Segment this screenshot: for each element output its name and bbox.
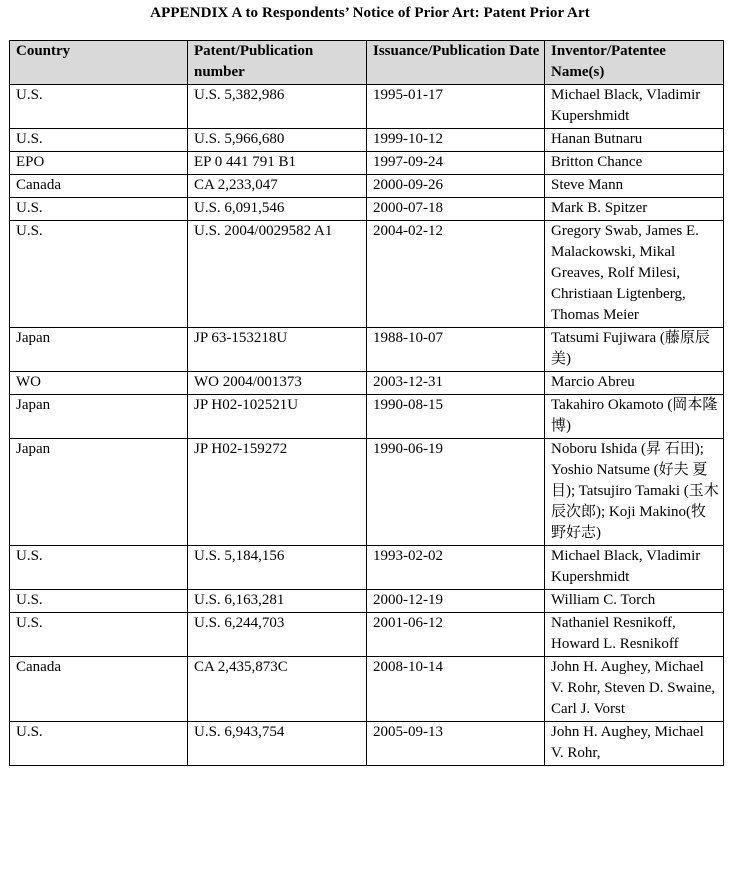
- cell-country: U.S.: [10, 221, 188, 328]
- cell-country: EPO: [10, 152, 188, 175]
- cell-date: 1990-08-15: [367, 395, 545, 439]
- cell-date: 2005-09-13: [367, 722, 545, 766]
- table-row: [10, 328, 724, 372]
- table-row: [10, 372, 724, 395]
- cell-patent-number: U.S. 6,244,703: [188, 613, 367, 657]
- cell-country: Canada: [10, 175, 188, 198]
- table-row: [10, 613, 724, 657]
- cell-country: Japan: [10, 328, 188, 372]
- cell-patent-number: U.S. 5,184,156: [188, 546, 367, 590]
- header-patent-number: Patent/Publication number: [188, 41, 367, 85]
- cell-patent-number: U.S. 6,943,754: [188, 722, 367, 766]
- cell-patent-number: JP H02-159272: [188, 439, 367, 546]
- cell-patent-number: CA 2,435,873C: [188, 657, 367, 722]
- cell-inventor: Steve Mann: [545, 175, 724, 198]
- cell-date: 1997-09-24: [367, 152, 545, 175]
- cell-date: 1999-10-12: [367, 129, 545, 152]
- cell-patent-number: U.S. 6,163,281: [188, 590, 367, 613]
- cell-patent-number: WO 2004/001373: [188, 372, 367, 395]
- table-row: [10, 546, 724, 590]
- table-row: [10, 175, 724, 198]
- table-body: [10, 85, 724, 766]
- table-row: [10, 152, 724, 175]
- cell-inventor: William C. Torch: [545, 590, 724, 613]
- cell-country: Japan: [10, 395, 188, 439]
- cell-patent-number: U.S. 2004/0029582 A1: [188, 221, 367, 328]
- cell-inventor: Michael Black, Vladimir Kupershmidt: [545, 85, 724, 129]
- table-row: [10, 395, 724, 439]
- cell-inventor: Michael Black, Vladimir Kupershmidt: [545, 546, 724, 590]
- cell-patent-number: EP 0 441 791 B1: [188, 152, 367, 175]
- cell-inventor: Noboru Ishida (昇 石田); Yoshio Natsume (好夫 夏目); Tatsujiro Tamaki (玉木辰次郎); Koji Makino(牧野好志): [545, 439, 724, 546]
- cell-country: U.S.: [10, 722, 188, 766]
- cell-inventor: John H. Aughey, Michael V. Rohr, Steven D. Swaine, Carl J. Vorst: [545, 657, 724, 722]
- cell-country: WO: [10, 372, 188, 395]
- cell-country: Japan: [10, 439, 188, 546]
- cell-inventor: Nathaniel Resnikoff, Howard L. Resnikoff: [545, 613, 724, 657]
- cell-date: 2008-10-14: [367, 657, 545, 722]
- cell-date: 1995-01-17: [367, 85, 545, 129]
- cell-inventor: Britton Chance: [545, 152, 724, 175]
- cell-date: 1988-10-07: [367, 328, 545, 372]
- cell-inventor: Marcio Abreu: [545, 372, 724, 395]
- header-row: [10, 41, 724, 85]
- cell-country: U.S.: [10, 129, 188, 152]
- cell-date: 1993-02-02: [367, 546, 545, 590]
- cell-date: 2001-06-12: [367, 613, 545, 657]
- cell-date: 2000-07-18: [367, 198, 545, 221]
- table-row: [10, 221, 724, 328]
- cell-inventor: John H. Aughey, Michael V. Rohr,: [545, 722, 724, 766]
- cell-country: Canada: [10, 657, 188, 722]
- cell-date: 2004-02-12: [367, 221, 545, 328]
- cell-country: U.S.: [10, 613, 188, 657]
- cell-inventor: Hanan Butnaru: [545, 129, 724, 152]
- header-country: Country: [10, 41, 188, 85]
- cell-inventor: Tatsumi Fujiwara (藤原辰美): [545, 328, 724, 372]
- cell-country: U.S.: [10, 85, 188, 129]
- cell-patent-number: JP H02-102521U: [188, 395, 367, 439]
- prior-art-table: [9, 40, 724, 766]
- cell-country: U.S.: [10, 546, 188, 590]
- cell-date: 1990-06-19: [367, 439, 545, 546]
- cell-patent-number: U.S. 5,382,986: [188, 85, 367, 129]
- cell-patent-number: U.S. 6,091,546: [188, 198, 367, 221]
- page-title: APPENDIX A to Respondents’ Notice of Prior Art: Patent Prior Art: [150, 5, 590, 21]
- header-date: Issuance/Publication Date: [367, 41, 545, 85]
- cell-date: 2000-12-19: [367, 590, 545, 613]
- cell-inventor: Mark B. Spitzer: [545, 198, 724, 221]
- cell-date: 2003-12-31: [367, 372, 545, 395]
- cell-inventor: Gregory Swab, James E. Malackowski, Mikal Greaves, Rolf Milesi, Christiaan Ligtenberg, Thomas Meier: [545, 221, 724, 328]
- cell-inventor: Takahiro Okamoto (岡本隆博): [545, 395, 724, 439]
- table-row: [10, 657, 724, 722]
- cell-date: 2000-09-26: [367, 175, 545, 198]
- table-row: [10, 129, 724, 152]
- cell-patent-number: JP 63-153218U: [188, 328, 367, 372]
- table-row: [10, 85, 724, 129]
- table-row: [10, 198, 724, 221]
- header-inventor: Inventor/Patentee Name(s): [545, 41, 724, 85]
- cell-country: U.S.: [10, 590, 188, 613]
- cell-patent-number: CA 2,233,047: [188, 175, 367, 198]
- table-row: [10, 439, 724, 546]
- cell-country: U.S.: [10, 198, 188, 221]
- table-header: [10, 41, 724, 85]
- table-row: [10, 590, 724, 613]
- cell-patent-number: U.S. 5,966,680: [188, 129, 367, 152]
- table-row: [10, 722, 724, 766]
